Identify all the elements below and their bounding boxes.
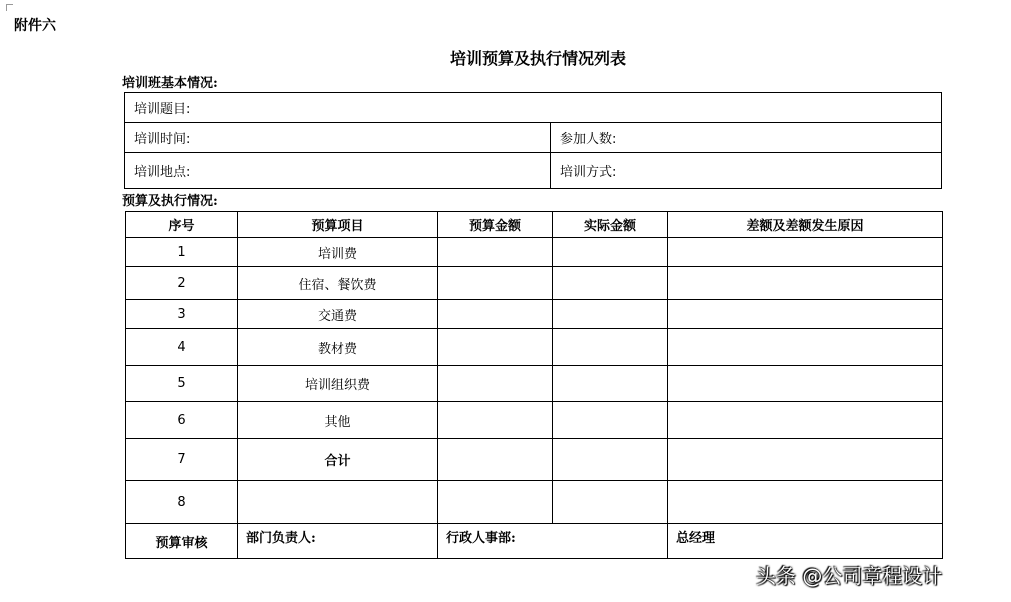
difference-cell	[668, 329, 943, 366]
table-row	[126, 439, 943, 481]
dept-head-signature-cell: 部门负责人:	[238, 524, 438, 559]
row-item: 交通费	[238, 300, 438, 329]
row-number: 7	[126, 439, 238, 481]
table-row	[126, 267, 943, 300]
table-row	[126, 300, 943, 329]
budget-amount-cell	[438, 238, 553, 267]
row-number: 3	[126, 300, 238, 329]
row-item: 培训费	[238, 238, 438, 267]
row-item	[238, 481, 438, 524]
budget-table	[125, 211, 943, 559]
row-number: 4	[126, 329, 238, 366]
actual-amount-cell	[553, 366, 668, 402]
basic-info-table	[124, 92, 942, 189]
basic-info-heading: 培训班基本情况:	[122, 76, 218, 91]
actual-amount-cell	[553, 238, 668, 267]
column-header-actual: 实际金额	[553, 212, 668, 238]
column-header-budget: 预算金额	[438, 212, 553, 238]
table-row	[126, 329, 943, 366]
table-row	[126, 366, 943, 402]
budget-amount-cell	[438, 300, 553, 329]
difference-cell	[668, 366, 943, 402]
actual-amount-cell	[553, 402, 668, 439]
admin-hr-signature-cell: 行政人事部:	[438, 524, 668, 559]
difference-cell	[668, 267, 943, 300]
actual-amount-cell	[553, 329, 668, 366]
budget-heading: 预算及执行情况:	[122, 194, 218, 209]
training-topic-cell: 培训题目:	[125, 93, 942, 123]
difference-cell	[668, 238, 943, 267]
row-item-total: 合计	[238, 439, 438, 481]
column-header-difference: 差额及差额发生原因	[668, 212, 943, 238]
actual-amount-cell	[553, 267, 668, 300]
table-row	[126, 402, 943, 439]
budget-amount-cell	[438, 267, 553, 300]
budget-review-label: 预算审核	[126, 524, 238, 559]
row-item: 培训组织费	[238, 366, 438, 402]
page-title: 培训预算及执行情况列表	[449, 49, 626, 68]
general-manager-signature-cell: 总经理	[668, 524, 943, 559]
budget-review-row	[126, 524, 943, 559]
column-header-no: 序号	[126, 212, 238, 238]
row-number: 1	[126, 238, 238, 267]
table-row	[126, 238, 943, 267]
actual-amount-cell	[553, 481, 668, 524]
row-number: 8	[126, 481, 238, 524]
page-corner-mark	[6, 4, 13, 11]
table-header-row	[126, 212, 943, 238]
budget-amount-cell	[438, 329, 553, 366]
training-time-cell: 培训时间:	[125, 123, 551, 153]
row-number: 2	[126, 267, 238, 300]
difference-cell	[668, 481, 943, 524]
row-number: 5	[126, 366, 238, 402]
attachment-label: 附件六	[14, 18, 56, 34]
actual-amount-cell	[553, 300, 668, 329]
actual-amount-cell	[553, 439, 668, 481]
budget-amount-cell	[438, 481, 553, 524]
participants-cell: 参加人数:	[551, 123, 942, 153]
difference-cell	[668, 439, 943, 481]
row-item: 其他	[238, 402, 438, 439]
difference-cell	[668, 402, 943, 439]
row-item: 教材费	[238, 329, 438, 366]
row-item: 住宿、餐饮费	[238, 267, 438, 300]
budget-amount-cell	[438, 439, 553, 481]
budget-amount-cell	[438, 402, 553, 439]
training-location-cell: 培训地点:	[125, 153, 551, 189]
row-number: 6	[126, 402, 238, 439]
table-row	[126, 481, 943, 524]
training-method-cell: 培训方式:	[551, 153, 942, 189]
difference-cell	[668, 300, 943, 329]
watermark-text: 头条 @公司章程设计	[756, 564, 943, 588]
budget-amount-cell	[438, 366, 553, 402]
column-header-item: 预算项目	[238, 212, 438, 238]
